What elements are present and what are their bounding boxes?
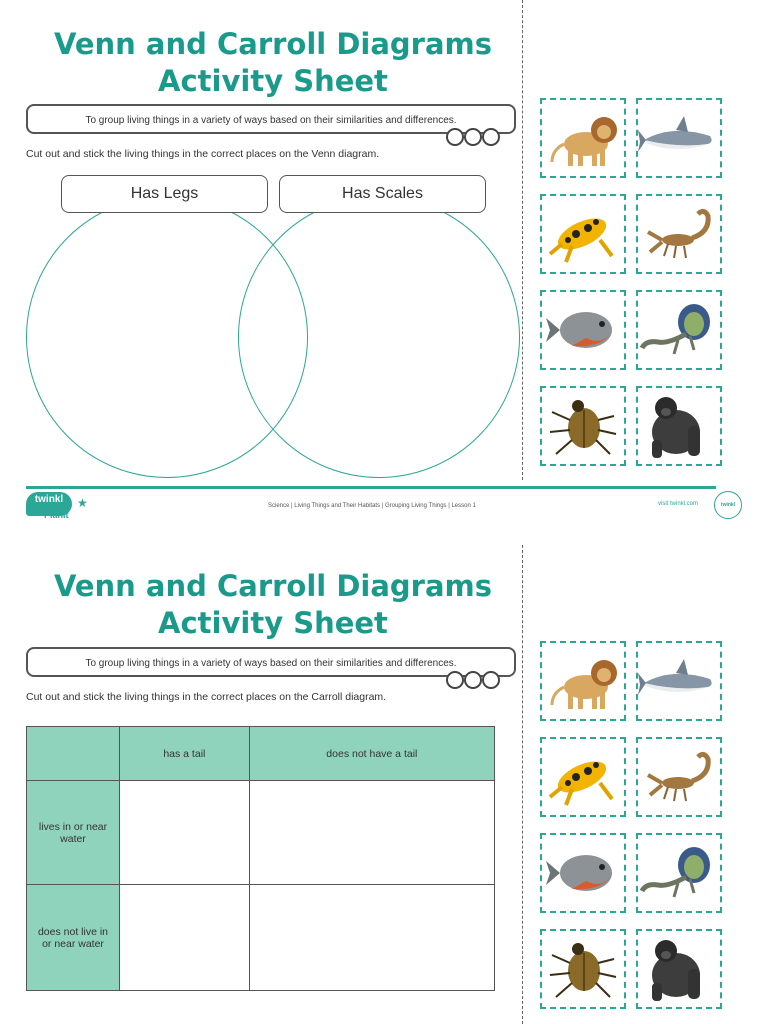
lion-icon <box>542 100 624 176</box>
frog-icon <box>542 739 624 815</box>
card-scorpion[interactable] <box>636 194 722 274</box>
card-lion[interactable] <box>540 98 626 178</box>
card-frog[interactable] <box>540 737 626 817</box>
twinkl-badge <box>714 491 742 519</box>
scorpion-icon <box>638 196 720 272</box>
beetle-icon <box>542 931 624 1007</box>
planit-label: PlanIt <box>44 510 69 520</box>
card-piranha[interactable] <box>540 833 626 913</box>
carroll-corner-cell <box>27 727 120 781</box>
card-piranha[interactable] <box>540 290 626 370</box>
venn-right-label-text: Has Scales <box>342 185 423 202</box>
card-lion[interactable] <box>540 641 626 721</box>
venn-right-circle[interactable] <box>238 196 520 478</box>
shark-icon <box>638 643 720 719</box>
venn-left-label-text: Has Legs <box>130 185 199 202</box>
carroll-cell-tail-water[interactable] <box>120 781 250 885</box>
frilled-lizard-icon <box>638 292 720 368</box>
carroll-row-header: does not live in or near water <box>27 885 120 991</box>
sheet1-objective-box <box>26 104 516 134</box>
scorpion-icon <box>638 739 720 815</box>
carroll-cell-notail-water[interactable] <box>249 781 494 885</box>
card-frog[interactable] <box>540 194 626 274</box>
sheet2-instruction: Cut out and stick the living things in the correct places on the Carroll diagram. <box>26 691 387 703</box>
star-icon: ★ <box>77 496 88 510</box>
piranha-icon <box>542 292 624 368</box>
cut-line <box>522 0 523 480</box>
carroll-cell-tail-land[interactable] <box>120 885 250 991</box>
card-beetle[interactable] <box>540 386 626 466</box>
gorilla-icon <box>638 388 720 464</box>
sheet2-title-line1: Venn and Carroll Diagrams <box>53 569 493 603</box>
card-beetle[interactable] <box>540 929 626 1009</box>
sheet2-ring-binder-icon <box>446 669 500 689</box>
card-gorilla[interactable] <box>636 386 722 466</box>
carroll-col-header: has a tail <box>120 727 250 781</box>
lion-icon <box>542 643 624 719</box>
sheet2-objective-box <box>26 647 516 677</box>
frog-icon <box>542 196 624 272</box>
sheet1-instruction: Cut out and stick the living things in the correct places on the Venn diagram. <box>26 148 380 160</box>
footer-divider <box>26 486 716 489</box>
sheet1-title-line1: Venn and Carroll Diagrams <box>53 27 493 61</box>
venn-left-label <box>61 175 268 213</box>
card-shark[interactable] <box>636 98 722 178</box>
carroll-row-header: lives in or near water <box>27 781 120 885</box>
frilled-lizard-icon <box>638 835 720 911</box>
sheet1-title <box>20 26 526 100</box>
gorilla-icon <box>638 931 720 1007</box>
sheet1-objective-text: To group living things in a variety of ways based on their similarities and differences. <box>85 115 457 126</box>
card-scorpion[interactable] <box>636 737 722 817</box>
card-lizard[interactable] <box>636 833 722 913</box>
venn-right-label <box>279 175 486 213</box>
sheet2-title-line2: Activity Sheet <box>158 606 388 640</box>
twinkl-badge-text: twinkl <box>720 502 736 508</box>
card-lizard[interactable] <box>636 290 722 370</box>
carroll-diagram <box>26 726 495 991</box>
sheet2-objective-text: To group living things in a variety of ways based on their similarities and differences. <box>85 658 457 669</box>
beetle-icon <box>542 388 624 464</box>
footer-breadcrumb: Science | Living Things and Their Habitats | Grouping Living Things | Lesson 1 <box>268 503 476 509</box>
carroll-col-header: does not have a tail <box>249 727 494 781</box>
piranha-icon <box>542 835 624 911</box>
sheet1-title-line2: Activity Sheet <box>158 64 388 98</box>
sheet2-title <box>20 568 526 642</box>
card-shark[interactable] <box>636 641 722 721</box>
twinkl-logo-text: twinkl <box>34 494 64 505</box>
carroll-cell-notail-land[interactable] <box>249 885 494 991</box>
visit-link[interactable]: visit twinkl.com <box>658 501 699 507</box>
card-gorilla[interactable] <box>636 929 722 1009</box>
sheet1-ring-binder-icon <box>446 126 500 146</box>
shark-icon <box>638 100 720 176</box>
